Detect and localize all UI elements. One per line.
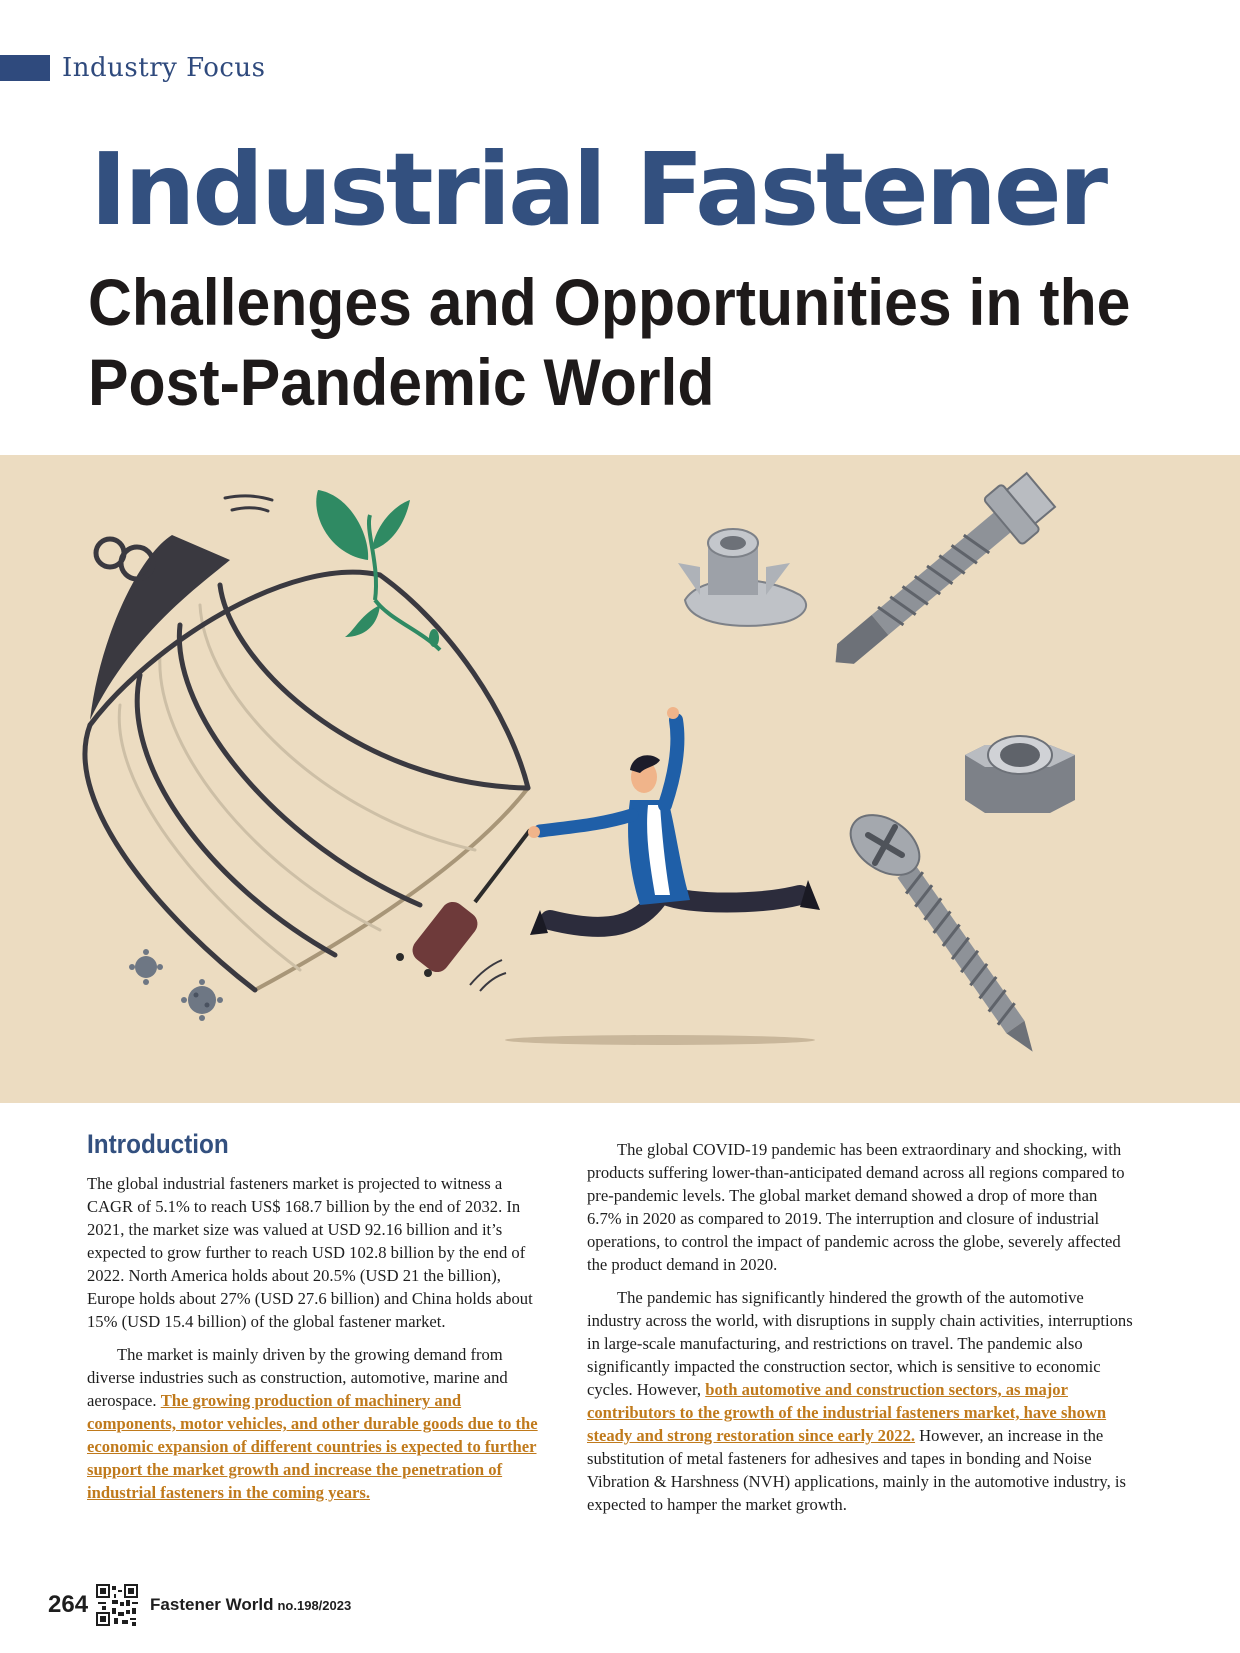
magazine-name: Fastener World [150, 1595, 274, 1614]
phillips-screw-icon [840, 803, 1044, 1059]
section-label: Industry Focus [62, 53, 266, 83]
qr-code-icon[interactable] [96, 1584, 138, 1626]
right-column [587, 1138, 1133, 1526]
page-number: 264 [48, 1591, 89, 1618]
ground-shadow [505, 1035, 815, 1045]
intro-paragraph-2 [87, 1343, 545, 1504]
subtitle-line-2: Post-Pandemic World [88, 345, 715, 419]
section-heading: Introduction [87, 1129, 229, 1159]
subtitle-line-1: Challenges and Opportunities in the [88, 265, 1131, 339]
page-footer [48, 1582, 351, 1628]
paragraph-text-tail: However, an increase in the substitution of metal fasteners for adhesives and tapes in bonding and Noise Vibration & Harshness (NVH) applications, mainly in the automotive industry, is expected to hamper the market growth. [587, 1426, 1126, 1514]
running-businessman-icon [528, 707, 820, 935]
section-tag [0, 55, 266, 81]
virus-icon [129, 949, 223, 1021]
sprout-icon [316, 490, 440, 650]
tee-nut-icon [678, 529, 806, 626]
paragraph-text: The market is mainly driven by the growing demand from diverse industries such as construction, automotive, marine and aerospace. [87, 1345, 508, 1410]
left-column [87, 1129, 545, 1514]
intro-paragraph-1: The global industrial fasteners market is projected to witness a CAGR of 5.1% to reach US$ 168.7 billion by the end of 2032. In 2021, the market size was valued at USD 92.16 billion and it’s expected to grow further to reach USD 102.8 billion by the end of 2022. North America holds about 20.5% (USD 21 the billion), Europe holds about 27% (USD 27.6 billion) and China holds about 15% (USD 15.4 billion) of the global fastener market. [87, 1174, 533, 1331]
drill-screw-icon [816, 467, 1060, 685]
hero-illustration [0, 455, 1240, 1103]
article-title: Industrial Fastener [90, 131, 1106, 248]
paragraph-text: The pandemic has significantly hindered the growth of the automotive industry across the world, with disruptions in supply chain activities, interruptions in large-scale manufacturing, and restrictions on travel. The pandemic also significantly impacted the construction sector, which is sensitive to economic cycles. However, [587, 1288, 1133, 1399]
article-subtitle [88, 262, 1130, 422]
highlighted-text: The growing production of machinery and components, motor vehicles, and other durable goods due to the economic expansion of different countries is expected to further support the market growth and increase the penetration of industrial fasteners in the coming years. [87, 1391, 538, 1502]
covid-paragraph: The global COVID-19 pandemic has been extraordinary and shocking, with products suffering lower-than-anticipated demand across all regions compared to pre-pandemic levels. The global market demand showed a drop of more than 6.7% in 2020 as compared to 2019. The interruption and closure of industrial operations, to control the impact of pandemic across the globe, severely affected the product demand in 2020. [587, 1140, 1125, 1274]
issue-number: no.198/2023 [277, 1597, 352, 1613]
highlighted-text: both automotive and construction sectors, as major contributors to the growth of the industrial fasteners market, have shown steady and strong restoration since early 2022. [587, 1380, 1107, 1445]
hex-nut-icon [965, 736, 1075, 813]
automotive-paragraph [587, 1286, 1133, 1516]
section-bar [0, 55, 50, 81]
